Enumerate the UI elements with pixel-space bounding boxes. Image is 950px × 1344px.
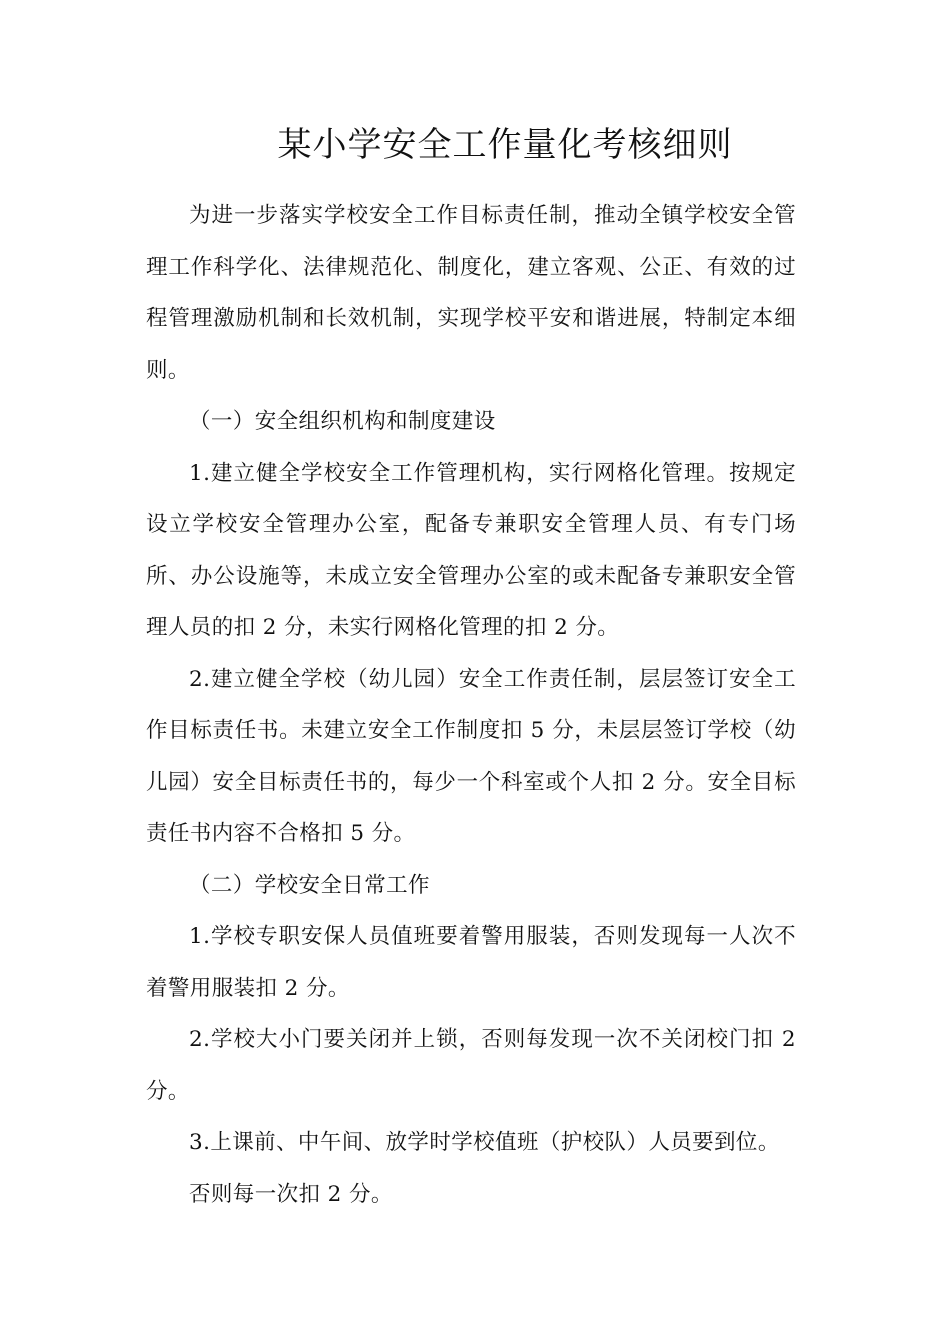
section-2-item-3: 3.上课前、中午间、放学时学校值班（护校队）人员要到位。 [189,1130,780,1155]
section-1-heading: （一）安全组织机构和制度建设 [189,409,496,434]
document-body [146,190,796,1220]
section-2-heading: （二）学校安全日常工作 [189,872,430,898]
section-1-item-2: 2.建立健全学校（幼儿园）安全工作责任制，层层签订安全工作目标责任书。未建立安全工作制度扣 5 分，未层层签订学校（幼儿园）安全目标责任书的，每少一个科室或个人扣 2 分。安全目标责任书内容不合格扣 5 分。 [146,666,796,846]
section-2-item-3-continued: 否则每一次扣 2 分。 [189,1181,393,1207]
document-title: 某小学安全工作量化考核细则 [277,125,733,165]
section-2-item-1: 1.学校专职安保人员值班要着警用服装，否则发现每一人次不着警用服装扣 2 分。 [146,924,796,1001]
intro-paragraph: 为进一步落实学校安全工作目标责任制，推动全镇学校安全管理工作科学化、法律规范化、制度化，建立客观、公正、有效的过程管理激励机制和长效机制，实现学校平安和谐进展，特制定本细则。 [146,203,796,383]
section-1-item-1: 1.建立健全学校安全工作管理机构，实行网格化管理。按规定设立学校安全管理办公室，配备专兼职安全管理人员、有专门场所、办公设施等，未成立安全管理办公室的或未配备专兼职安全管理人员的扣 2 分，未实行网格化管理的扣 2 分。 [146,460,796,640]
section-2-item-2: 2.学校大小门要关闭并上锁，否则每发现一次不关闭校门扣 2 分。 [146,1027,796,1104]
